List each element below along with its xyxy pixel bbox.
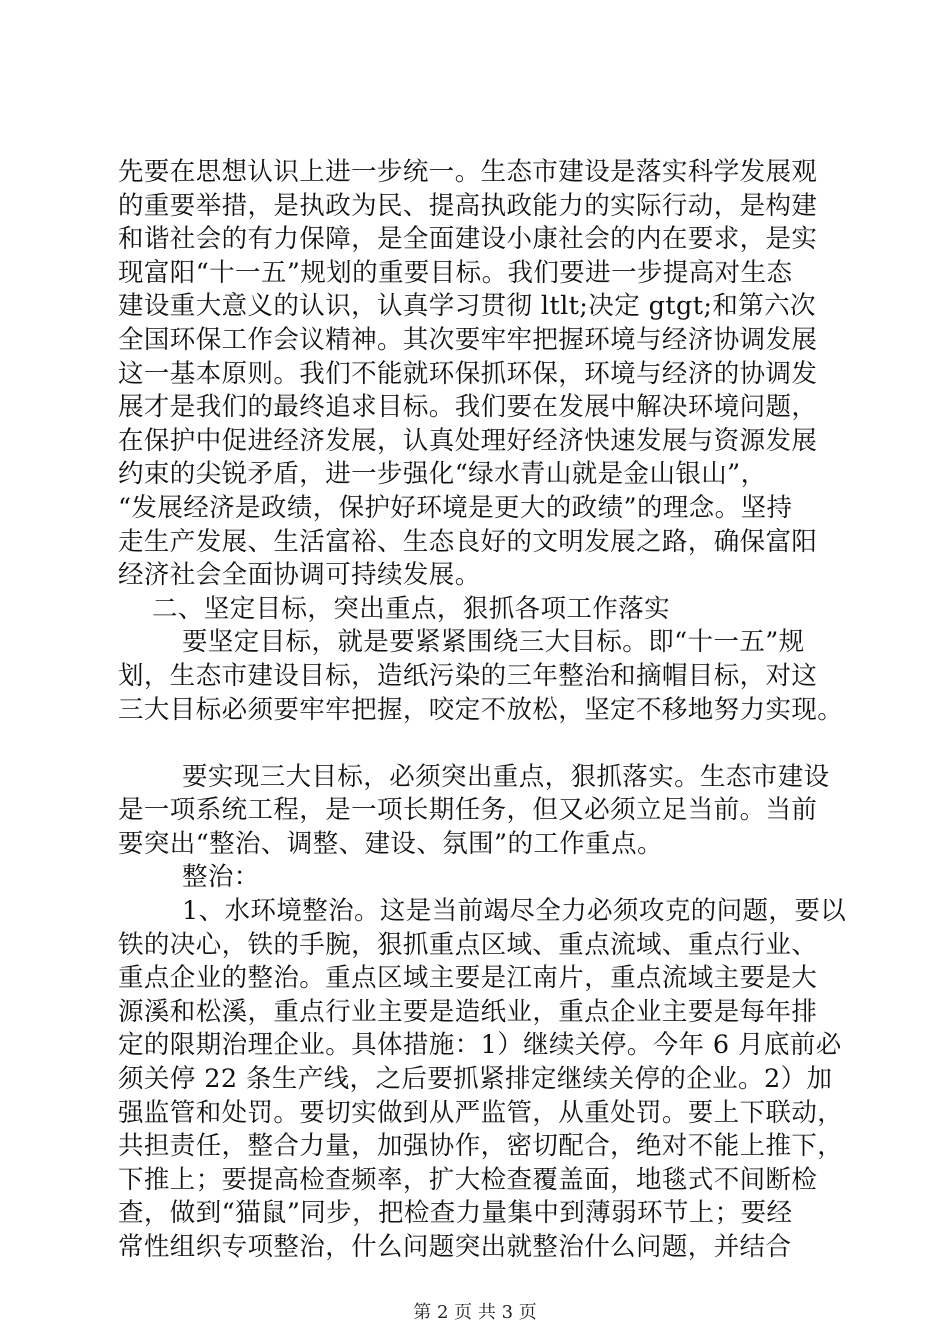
paragraph-line: 全国环保工作会议精神。其次要牢牢把握环境与经济协调发展 [118,324,818,355]
paragraph-line: 划，生态市建设目标，造纸污染的三年整治和摘帽目标，对这 [118,660,818,691]
page-number-footer: 第 2 页 共 3 页 [413,1302,537,1323]
paragraph-line: 要坚定目标，就是要紧紧围绕三大目标。即“十一五”规 [182,627,805,658]
blank-line [118,727,853,761]
paragraph-line: 共担责任，整合力量，加强协作，密切配合，绝对不能上推下， [118,1131,844,1162]
paragraph-line: 定的限期治理企业。具体措施：1）继续关停。今年 6 月底前必 [118,1030,842,1061]
paragraph-line: 先要在思想认识上进一步统一。生态市建设是落实科学发展观 [118,157,818,187]
document-body [118,156,853,1265]
paragraph-line: 在保护中促进经济发展，认真处理好经济快速发展与资源发展 [118,425,818,456]
paragraph-line: 是一项系统工程，是一项长期任务，但又必须立足当前。当前 [118,795,818,826]
paragraph-line: 重点企业的整治。重点区域主要是江南片，重点流域主要是大 [118,963,818,994]
paragraph-line: 现富阳“十一五”规划的重要目标。我们要进一步提高对生态 [118,257,793,288]
paragraph-line: 查，做到“猫鼠”同步，把检查力量集中到薄弱环节上；要经 [118,1198,793,1229]
paragraph-line: 展才是我们的最终追求目标。我们要在发展中解决环境问题， [118,392,818,423]
paragraph-line: 的重要举措，是执政为民、提高执政能力的实际行动，是构建 [118,190,818,221]
paragraph-line: 和谐社会的有力保障，是全面建设小康社会的内在要求，是实 [118,224,818,255]
paragraph-line: 下推上；要提高检查频率，扩大检查覆盖面，地毯式不间断检 [118,1164,818,1195]
paragraph-line: 要突出“整治、调整、建设、氛围”的工作重点。 [118,828,663,859]
paragraph-line: 三大目标必须要牢牢把握，咬定不放松，坚定不移地努力实现。 [118,694,844,725]
paragraph-line: 约束的尖锐矛盾，进一步强化“绿水青山就是金山银山”， [118,459,767,490]
paragraph-line: “发展经济是政绩，保护好环境是更大的政绩”的理念。坚持 [118,492,793,523]
paragraph-line: 建设重大意义的认识，认真学习贯彻 ltlt;决定 gtgt;和第六次 [118,291,816,322]
paragraph-line: 走生产发展、生活富裕、生态良好的文明发展之路，确保富阳 [118,526,818,557]
paragraph-line: 要实现三大目标，必须突出重点，狠抓落实。生态市建设 [182,761,830,792]
paragraph-line: 常性组织专项整治，什么问题突出就整治什么问题，并结合 [118,1232,792,1262]
paragraph-line: 经济社会全面协调可持续发展。 [118,560,481,591]
paragraph-line: 这一基本原则。我们不能就环保抓环保，环境与经济的协调发 [118,358,818,389]
paragraph-line: 须关停 22 条生产线，之后要抓紧排定继续关停的企业。2）加 [118,1064,833,1095]
paragraph-line: 二、坚定目标，突出重点，狠抓各项工作落实 [152,593,671,624]
paragraph-line: 强监管和处罚。要切实做到从严监管，从重处罚。要上下联动， [118,1097,844,1128]
paragraph-line: 铁的决心，铁的手腕，狠抓重点区域、重点流域、重点行业、 [118,929,818,960]
paragraph-line: 整治： [182,862,260,893]
paragraph-line: 源溪和松溪，重点行业主要是造纸业，重点企业主要是每年排 [118,996,818,1027]
paragraph-line: 1、水环境整治。这是当前竭尽全力必须攻克的问题，要以 [182,896,847,927]
